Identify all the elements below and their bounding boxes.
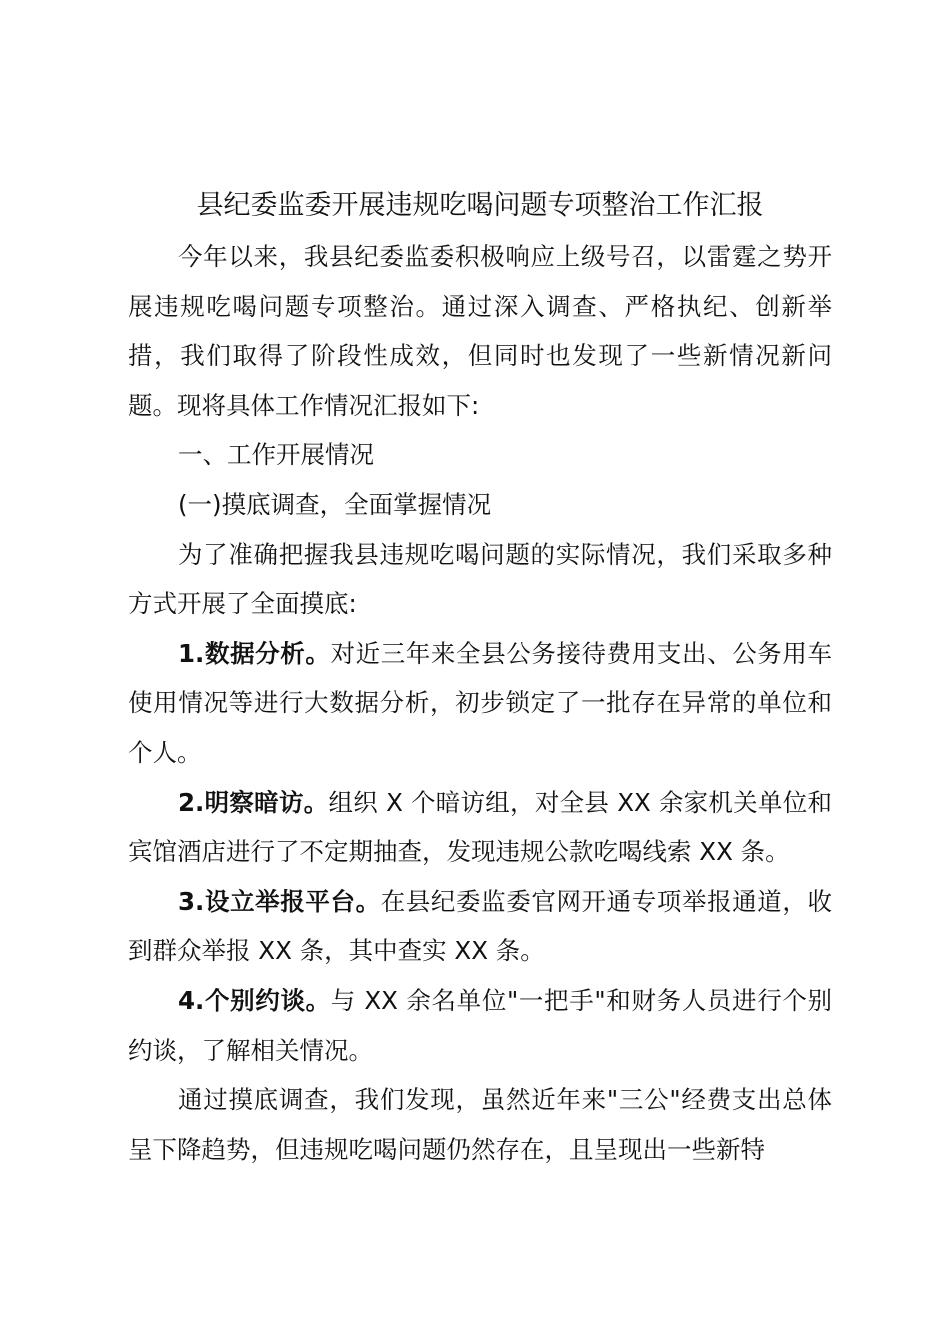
list-item [128,877,832,976]
body-paragraph [128,1075,832,1174]
list-item [128,778,832,877]
list-item [128,976,832,1075]
list-item-lead: 4.个别约谈。 [178,985,331,1015]
list-item-text: 对近三年来全县公务接待费用支出、公务用车使用情况等进行大数据分析，初步锁定了一批存在异常的单位和个人。 [128,638,833,767]
paragraph-text: 通过摸底调查，我们发现，虽然近年来"三公"经费支出总体呈下降趋势，但违规吃喝问题仍然存在，且呈现出一些新特 [128,1085,832,1164]
list-item-text: 与 XX 余名单位"一把手"和财务人员进行个别约谈，了解相关情况。 [128,985,833,1065]
paragraph-text: 今年以来，我县纪委监委积极响应上级号召，以雷霆之势开展违规吃喝问题专项整治。通过深入调查、严格执纪、创新举措，我们取得了阶段性成效，但同时也发现了一些新情况新问题。现将具体工作情况汇报如下: [128,242,832,420]
list-item-text: 组织 X 个暗访组，对全县 XX 余家机关单位和宾馆酒店进行了不定期抽查，发现违规公款吃喝线索 XX 条。 [128,787,832,867]
list-item-lead: 3.设立举报平台。 [178,886,381,916]
document-title: 县纪委监委开展违规吃喝问题专项整治工作汇报 [196,190,764,221]
list-item-text: 在县纪委监委官网开通专项举报通道，收到群众举报 XX 条，其中查实 XX 条。 [128,886,832,966]
section-heading [128,430,832,480]
paragraph-text: 为了准确把握我县违规吃喝问题的实际情况，我们采取多种方式开展了全面摸底: [128,539,832,619]
list-item [128,629,832,778]
intro-paragraph [128,232,832,430]
subsection-heading [128,480,832,530]
list-item-lead: 1.数据分析。 [178,638,331,668]
paragraph-text: 一、工作开展情况 [178,440,374,470]
body-paragraph [128,530,832,629]
document-body [128,232,832,1174]
paragraph-text: (一)摸底调查，全面掌握情况 [178,489,492,519]
list-item-lead: 2.明察暗访。 [178,787,329,817]
